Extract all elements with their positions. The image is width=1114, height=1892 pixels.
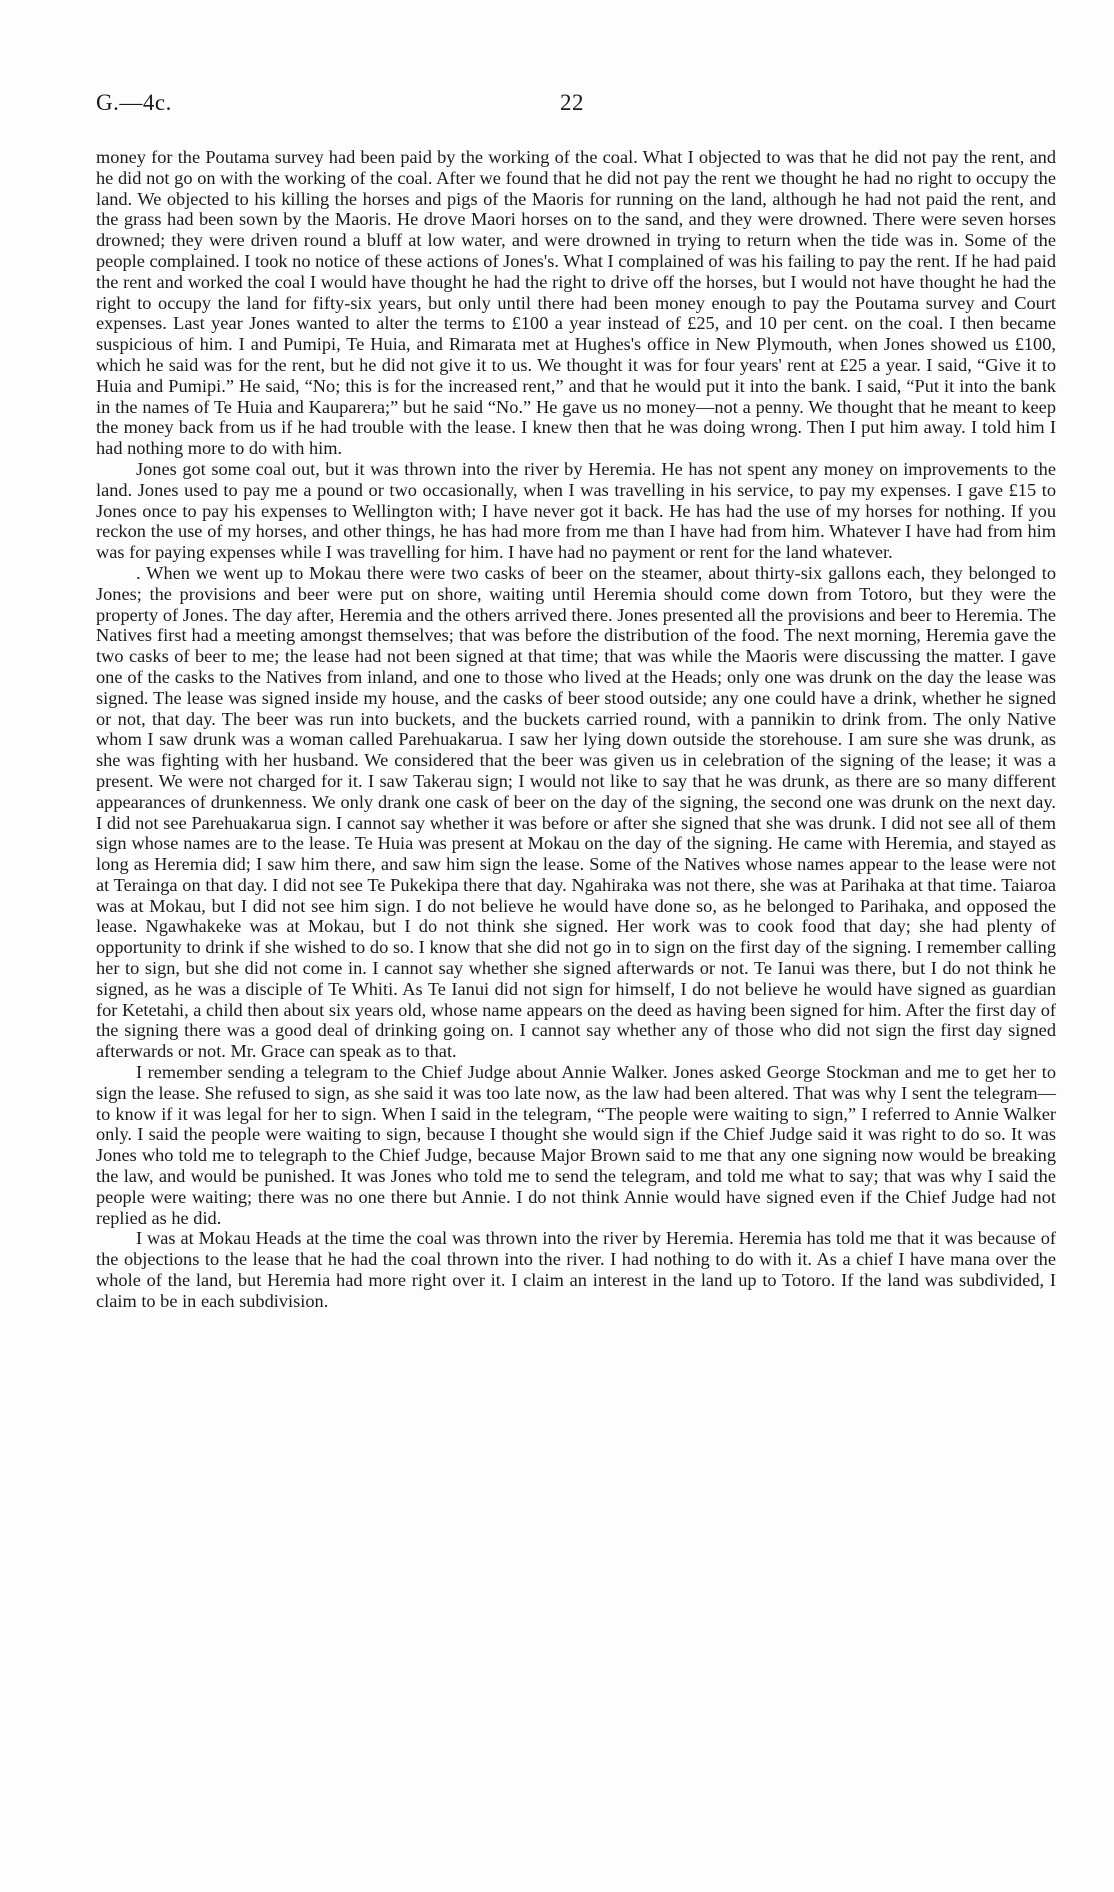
series-reference: G.—4c. [96, 90, 172, 115]
paragraph-mokau-heads: I was at Mokau Heads at the time the coal was thrown into the river by Heremia. Heremia has told me that it was because of the objections to the lease that he had the coal thrown into the river. I had nothing to do with it. As a chief I have mana over the whole of the land, but Heremia had more right over it. I claim an interest in the land up to Totoro. If the land was subdivided, I claim to be in each subdivision. [96, 1228, 1056, 1311]
paragraph-beer-and-signing: . When we went up to Mokau there were two casks of beer on the steamer, about thirty-six gallons each, they belonged to Jones; the provisions and beer were put on shore, waiting until Heremia should come down from Totoro, but they were the property of Jones. The day after, Heremia and the others arrived there. Jones presented all the provisions and beer to Heremia. The Natives first had a meeting amongst themselves; that was before the distribution of the food. The next morning, Heremia gave the two casks of beer to me; the lease had not been signed at that time; that was while the Maoris were discussing the matter. I gave one of the casks to the Natives from inland, and one to those who lived at the Heads; only one was drunk on the day the lease was signed. The lease was signed inside my house, and the casks of beer stood outside; any one could have a drink, whether he signed or not, that day. The beer was run into buckets, and the buckets carried round, with a pannikin to drink from. The only Native whom I saw drunk was a woman called Parehuakarua. I saw her lying down outside the storehouse. I am sure she was drunk, as she was fighting with her husband. We considered that the beer was given us in celebration of the signing of the lease; it was a present. We were not charged for it. I saw Takerau sign; I would not like to say that he was drunk, as there are so many different appearances of drunkenness. We only drank one cask of beer on the day of the signing, the second one was drunk on the next day. I did not see Parehuakarua sign. I cannot say whether it was before or after she signed that she was drunk. I did not see all of them sign whose names are to the lease. Te Huia was present at Mokau on the day of the signing. He came with Heremia, and stayed as long as Heremia did; I saw him there, and saw him sign the lease. Some of the Natives whose names appear to the lease were not at Terainga on that day. I did not see Te Pukekipa there that day. Ngahiraka was not there, she was at Parihaka at that time. Taiaroa was at Mokau, but I did not see him sign. I do not believe he would have done so, as he belonged to Parihaka, and opposed the lease. Ngawhakeke was at Mokau, but I do not think she signed. Her work was to cook food that day; she had plenty of opportunity to drink if she wished to do so. I know that she did not go in to sign on the first day of the signing. I remember calling her to sign, but she did not come in. I cannot say whether she signed afterwards or not. Te Ianui was there, but I do not think he signed, as he was a disciple of Te Whiti. As Te Ianui did not sign for himself, I do not believe he would have signed as guardian for Ketetahi, a child then about six years old, whose name appears on the deed as having been signed for him. After the first day of the signing there was a good deal of drinking going on. I cannot say whether any of those who did not sign the first day signed afterwards or not. Mr. Grace can speak as to that. [96, 562, 1056, 1062]
page-number: 22 [560, 90, 584, 115]
page-header [96, 90, 1056, 120]
body-text [96, 147, 1056, 1312]
paragraph-telegram-annie-walker: I remember sending a telegram to the Chief Judge about Annie Walker. Jones asked George Stockman and me to get her to sign the lease. She refused to sign, as she said it was too late now, as the law had been altered. That was why I sent the telegram—to know if it was legal for her to sign. When I said in the telegram, “The people were waiting to sign,” I referred to Annie Walker only. I said the people were waiting to sign, because I thought she would sign if the Chief Judge said it was right to do so. It was Jones who told me to telegraph to the Chief Judge, because Major Brown said to me that any one signing now would be breaking the law, and would be punished. It was Jones who told me to send the telegram, and told me what to say; that was why I said the people were waiting; there was no one there but Annie. I do not think Annie would have signed even if the Chief Judge had not replied as he did. [96, 1062, 1056, 1228]
paragraph-coal-and-expenses: Jones got some coal out, but it was thrown into the river by Heremia. He has not spent any money on improvements to the land. Jones used to pay me a pound or two occasionally, when I was travelling in his service, to pay my expenses. I gave £15 to Jones once to pay his expenses to Wellington with; I have never got it back. He has had the use of my horses for nothing. If you reckon the use of my horses, and other things, he has had more from me than I have had from him. Whatever I have had from him was for paying expenses while I was travelling for him. I have had no payment or rent for the land whatever. [96, 458, 1056, 563]
paragraph-continued: money for the Poutama survey had been paid by the working of the coal. What I objected to was that he did not pay the rent, and he did not go on with the working of the coal. After we found that he did not pay the rent we thought he had no right to occupy the land. We objected to his killing the horses and pigs of the Maoris for running on the land, although he had not paid the rent, and the grass had been sown by the Maoris. He drove Maori horses on to the sand, and they were drowned. There were seven horses drowned; they were driven round a bluff at low water, and were drowned in trying to return when the tide was in. Some of the people complained. I took no notice of these actions of Jones's. What I complained of was his failing to pay the rent. If he had paid the rent and worked the coal I would have thought he had the right to drive off the horses, but I would not have thought he had the right to occupy the land for fifty-six years, but only until there had been money enough to pay the Poutama survey and Court expenses. Last year Jones wanted to alter the terms to £100 a year instead of £25, and 10 per cent. on the coal. I then became suspicious of him. I and Pumipi, Te Huia, and Rimarata met at Hughes's office in New Plymouth, when Jones showed us £100, which he said was for the rent, but he did not give it to us. We thought it was for four years' rent at £25 a year. I said, “Give it to Huia and Pumipi.” He said, “No; this is for the increased rent,” and that he would put it into the bank. I said, “Put it into the bank in the names of Te Huia and Kauparera;” but he said “No.” He gave us no money—not a penny. We thought that he meant to keep the money back from us if he had trouble with the lease. I knew then that he was doing wrong. Then I put him away. I told him I had nothing more to do with him. [96, 147, 1056, 459]
